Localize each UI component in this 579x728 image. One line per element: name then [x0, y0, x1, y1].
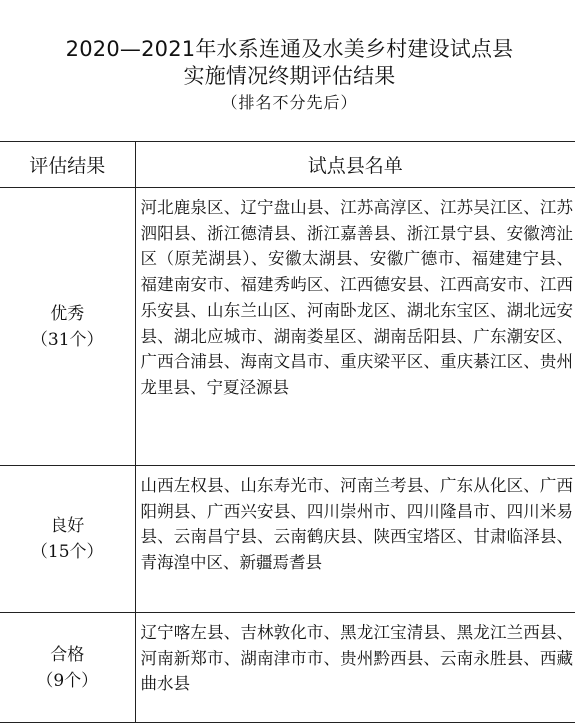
county-list-good: 山西左权县、山东寿光市、河南兰考县、广东从化区、广西阳朔县、广西兴安县、四川崇州市、四川隆昌市、四川米易县、云南昌宁县、云南鹤庆县、陕西宝塔区、甘肃临泽县、青海湟中区、新疆焉耆县 [135, 466, 575, 613]
grade-count: （15个） [30, 542, 104, 562]
grade-count: （9个） [36, 670, 99, 691]
header-county-list: 试点县名单 [135, 142, 575, 188]
document-subtitle: （排名不分先后） [221, 93, 358, 112]
document-title-line-2: 实施情况终期评估结果 [183, 64, 396, 88]
grade-cell-qualified [0, 613, 135, 723]
table-header-row [0, 142, 575, 188]
county-list-qualified: 辽宁喀左县、吉林敦化市、黑龙江宝清县、黑龙江兰西县、河南新郑市、湖南津市市、贵州黔西县、云南永胜县、西藏曲水县 [135, 613, 575, 723]
evaluation-results-table [0, 141, 575, 723]
grade-label: 优秀 [50, 303, 85, 324]
table-row-good [0, 466, 575, 613]
document-title-line-1: 2020—2021年水系连通及水美乡村建设试点县 [65, 37, 514, 61]
grade-label: 合格 [50, 644, 85, 665]
table-row-qualified [0, 613, 575, 723]
grade-cell-good [0, 466, 135, 613]
document-header [0, 36, 579, 115]
county-list-excellent: 河北鹿泉区、辽宁盘山县、江苏高淳区、江苏吴江区、江苏泗阳县、浙江德清县、浙江嘉善县、浙江景宁县、安徽湾沚区（原芜湖县）、安徽太湖县、安徽广德市、福建建宁县、福建南安市、福建秀屿区、江西德安县、江西高安市、江西乐安县、山东兰山区、河南卧龙区、湖北东宝区、湖北远安县、湖北应城市、湖南娄星区、湖南岳阳县、广东潮安区、广西合浦县、海南文昌市、重庆梁平区、重庆綦江区、贵州龙里县、宁夏泾源县 [135, 188, 575, 466]
grade-count: （31个） [30, 329, 104, 350]
grade-cell-excellent [0, 188, 135, 466]
header-evaluation-result: 评估结果 [0, 142, 135, 188]
table-row-excellent [0, 188, 575, 466]
grade-label: 良好 [50, 516, 85, 536]
